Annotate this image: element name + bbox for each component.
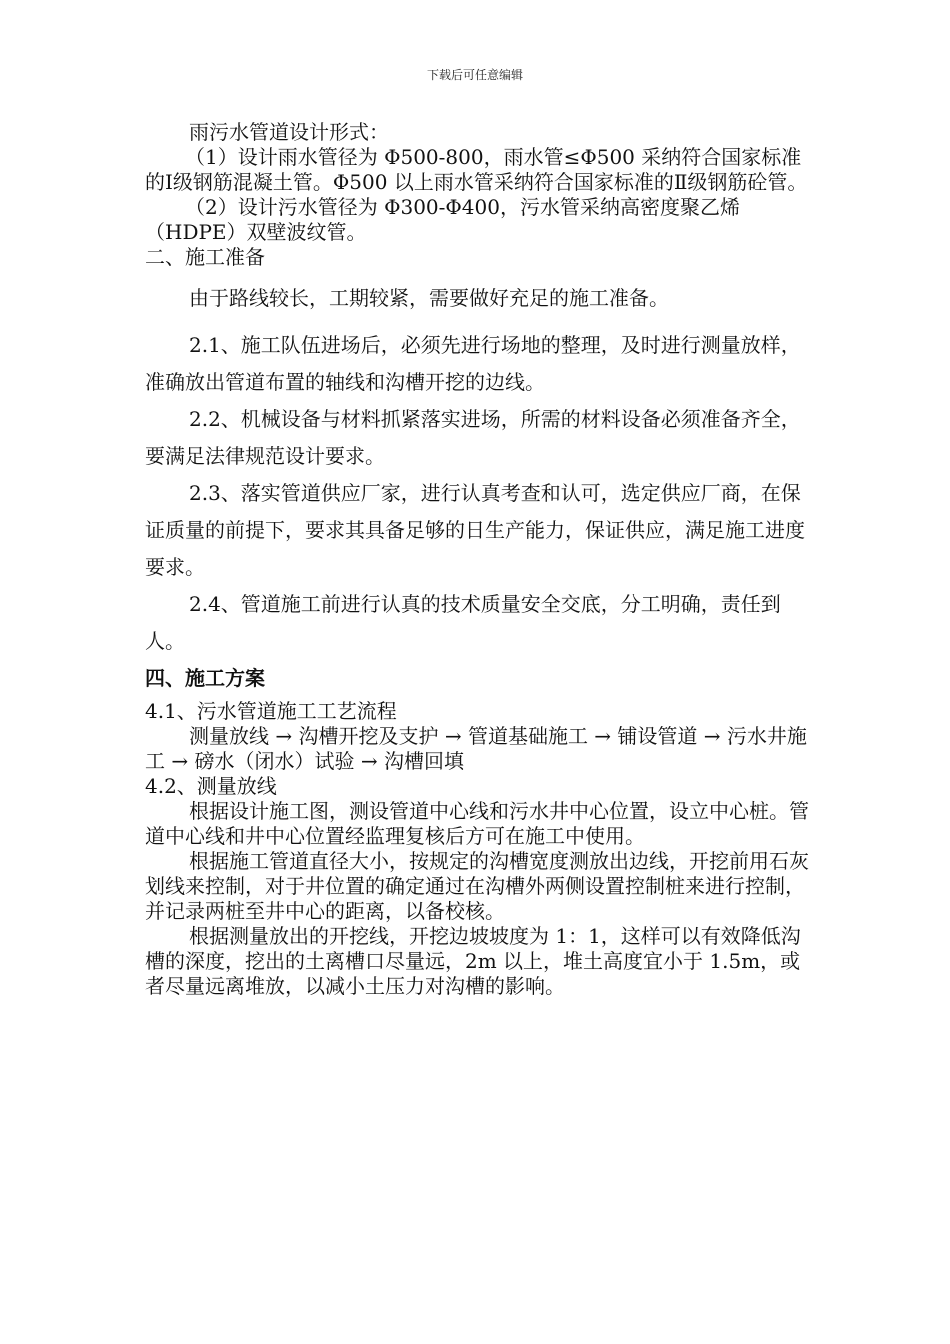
prep-intro: 由于路线较长，工期较紧，需要做好充足的施工准备。 bbox=[189, 286, 669, 310]
sewage-process-title: 4.1、污水管道施工工艺流程 bbox=[145, 699, 397, 723]
rain-pipe-paragraph: （1）设计雨水管径为 Φ500-800，雨水管≤Φ500 采纳符合国家标准的Ⅰ级钢筋混凝土管。Φ500 以上雨水管采纳符合国家标准的Ⅱ级钢筋砼管。 bbox=[145, 145, 808, 194]
construction-prep-heading: 二、施工准备 bbox=[145, 245, 265, 269]
survey-para-2: 根据施工管道直径大小，按规定的沟槽宽度测放出边线，开挖前用石灰划线来控制，对于井位置的确定通过在沟槽外两侧设置控制桩来进行控制，并记录两桩至井中心的距离，以备校核。 bbox=[145, 849, 809, 923]
prep-item-2-4: 2.4、管道施工前进行认真的技术质量安全交底，分工明确，责任到人。 bbox=[145, 592, 781, 653]
sewage-pipe-paragraph: （2）设计污水管径为 Φ300-Φ400，污水管采纳高密度聚乙烯（HDPE）双壁波纹管。 bbox=[145, 195, 740, 244]
prep-item-2-2: 2.2、机械设备与材料抓紧落实进场，所需的材料设备必须准备齐全，要满足法律规范设计要求。 bbox=[145, 407, 801, 468]
prep-item-2-3: 2.3、落实管道供应厂家，进行认真考查和认可，选定供应厂商，在保证质量的前提下，要求其具备足够的日生产能力，保证供应，满足施工进度要求。 bbox=[145, 481, 805, 579]
document-body bbox=[145, 120, 815, 999]
sewage-process-flow: 测量放线 → 沟槽开挖及支护 → 管道基础施工 → 铺设管道 → 污水井施工 → 磅水（闭水）试验 → 沟槽回填 bbox=[145, 724, 807, 773]
survey-para-3: 根据测量放出的开挖线，开挖边坡坡度为 1：1，这样可以有效降低沟槽的深度，挖出的土离槽口尽量远，2m 以上，堆土高度宜小于 1.5m，或者尽量远离堆放，以减小土压力对沟槽的影响。 bbox=[145, 924, 801, 998]
survey-para-1: 根据设计施工图，测设管道中心线和污水井中心位置，设立中心桩。管道中心线和井中心位置经监理复核后方可在施工中使用。 bbox=[145, 799, 809, 848]
design-form-title: 雨污水管道设计形式： bbox=[189, 120, 389, 144]
survey-title: 4.2、测量放线 bbox=[145, 774, 277, 798]
page-header-note: 下载后可任意编辑 bbox=[426, 68, 523, 82]
construction-plan-heading: 四、施工方案 bbox=[145, 666, 265, 690]
prep-item-2-1: 2.1、施工队伍进场后，必须先进行场地的整理，及时进行测量放样，准确放出管道布置的轴线和沟槽开挖的边线。 bbox=[145, 333, 801, 394]
